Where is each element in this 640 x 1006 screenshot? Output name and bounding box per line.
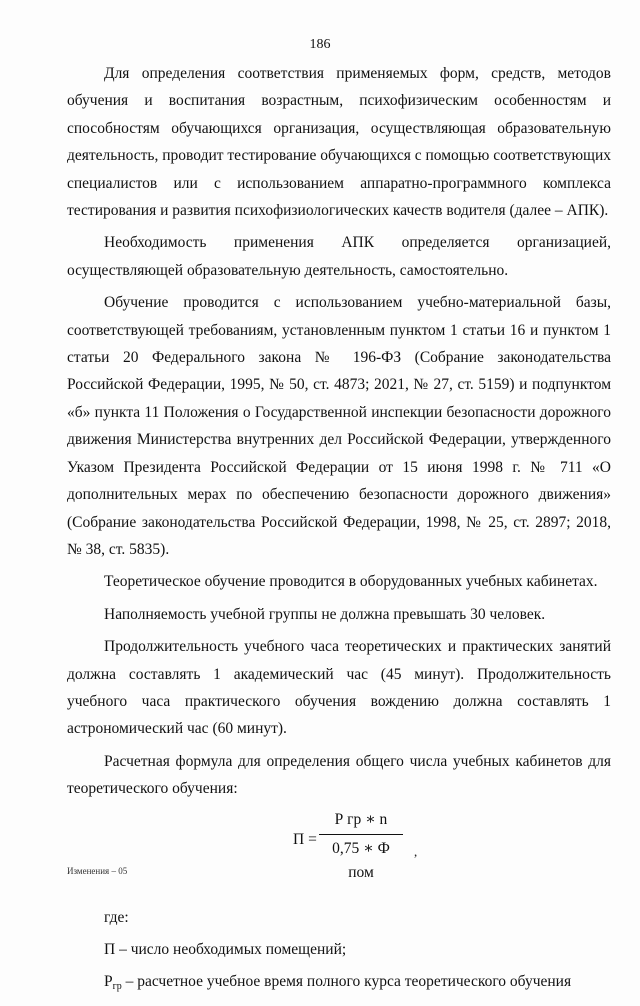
definition-r-symbol: Р — [104, 973, 113, 991]
definition-r-subscript: гр — [112, 981, 122, 993]
paragraph-formula-intro: Расчетная формула для определения общего числа учебных кабинетов для теоретического обучения: — [67, 752, 611, 798]
paragraph-training-base: Обучение проводится с использованием учебно-материальной базы, соответствующей требованиям, установленным пунктом 1 статьи 16 и пунктом 1 статьи 20 Федерального закона № 196-ФЗ (Собрание законодательства Российской Федерации, 1995, № 50, ст. 4873; 2021, № 27, ст. 5159) и подпунктом «б» пункта 11 Положения о Государственной инспекции безопасности дорожного движения Министерства внутренних дел Российской Федерации, утвержденного Указом Президента Российской Федерации от 15 июня 1998 г. № 711 «О дополнительных мерах по обеспечению безопасности дорожного движения» (Собрание законодательства Российской Федерации, 1998, № 25, ст. 2897; 2018, № 38, ст. 5835). — [67, 294, 611, 558]
where-label: где: — [104, 908, 129, 926]
paragraph-apk-necessity: Необходимость применения АПК определяется организацией, осуществляющей образовательную деятельность, самостоятельно. — [67, 234, 611, 279]
page-footer: Изменения – 05 — [67, 866, 128, 876]
definition-p: П – число необходимых помещений; — [104, 940, 347, 958]
paragraph-theory-classrooms: Теоретическое обучение проводится в оборудованных учебных кабинетах. — [104, 573, 598, 591]
document-body — [67, 60, 611, 1006]
paragraph-group-size: Наполняемость учебной группы не должна превышать 30 человек. — [104, 605, 546, 623]
formula-fraction-bar — [319, 834, 403, 835]
formula-comma: , — [414, 843, 418, 859]
page-number: 186 — [309, 37, 331, 52]
formula-denominator: 0,75 ∗ Ф пом — [332, 839, 390, 881]
classroom-formula — [67, 808, 611, 886]
paragraph-hour-duration: Продолжительность учебного часа теоретических и практических занятий должна составлять 1 академический час (45 минут). Продолжительность учебного часа практического обучения вождению должна составлять 1 астрономический час (60 минут). — [67, 638, 611, 738]
definition-r-text: – расчетное учебное время полного курса теоретического обучения — [121, 973, 572, 991]
formula-numerator: Р гр ∗ n — [334, 810, 388, 828]
definition-r-gr — [67, 968, 611, 1000]
formula-fraction — [319, 808, 403, 885]
paragraph-testing: Для определения соответствия применяемых форм, средств, методов обучения и воспитания возрастным, психофизическим особенностям и способностям обучающихся организация, осуществляющая образовательную деятельность, проводит тестирование обучающихся с помощью соответствующих специалистов или с использованием аппаратно-программного комплекса тестирования и развития психофизиологических качеств водителя (далее – АПК). — [67, 65, 611, 220]
formula-lhs: П = — [293, 830, 317, 848]
